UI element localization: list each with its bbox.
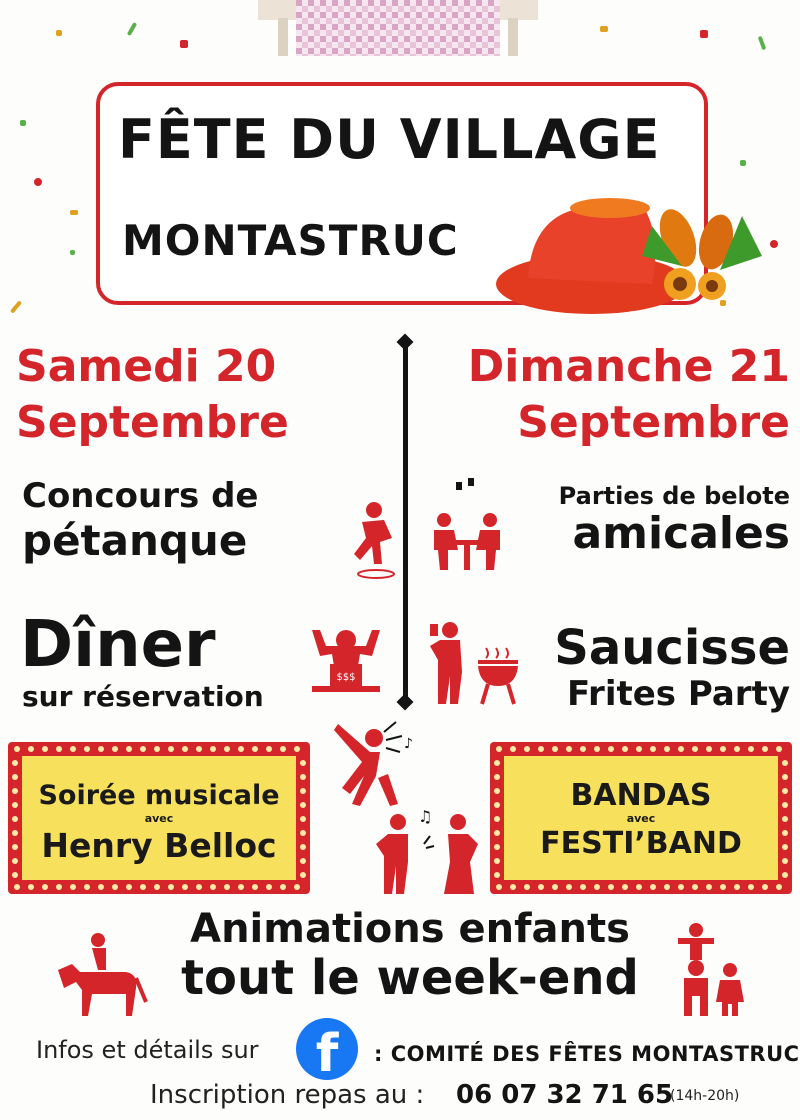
kids-line1: Animations enfants — [190, 906, 630, 952]
marquee-bulb — [294, 746, 300, 752]
marquee-bulb — [12, 844, 18, 850]
marquee-bulb — [112, 746, 118, 752]
village-name: MONTASTRUC — [122, 216, 459, 265]
marquee-bulb — [12, 802, 18, 808]
marquee-bulb — [300, 872, 306, 878]
marquee-bulb — [580, 746, 586, 752]
marquee-bulb — [140, 746, 146, 752]
marquee-bulb — [12, 830, 18, 836]
confetti — [20, 120, 26, 126]
marquee-bulb — [496, 884, 502, 890]
marquee-bulb — [494, 802, 500, 808]
marquee-bulb — [12, 858, 18, 864]
marquee-bulb — [14, 746, 20, 752]
marquee-bulb — [300, 788, 306, 794]
sunday-date: Dimanche 21 — [467, 341, 790, 392]
marquee-bulb — [594, 884, 600, 890]
marquee-bulb — [494, 788, 500, 794]
marquee-bulb — [494, 760, 500, 766]
confetti — [34, 178, 42, 186]
svg-text:$$$: $$$ — [336, 672, 356, 683]
marquee-bulb — [496, 746, 502, 752]
marquee-bulb — [776, 884, 782, 890]
divider-top — [397, 334, 414, 351]
marquee-bulb — [12, 872, 18, 878]
marquee-bulb — [168, 884, 174, 890]
marquee-bulb — [782, 788, 788, 794]
kids-line2: tout le week-end — [181, 950, 639, 1006]
confetti — [56, 30, 62, 36]
saturday-evening-artist: Henry Belloc — [41, 826, 277, 865]
kids-play-icon — [674, 920, 750, 1020]
drinker-icon — [418, 620, 478, 706]
marquee-bulb — [300, 760, 306, 766]
belote-players-icon — [424, 474, 510, 574]
marquee-bulb — [140, 884, 146, 890]
marquee-bulb — [664, 746, 670, 752]
beret-icon — [492, 186, 782, 326]
marquee-bulb — [650, 884, 656, 890]
saturday-evening-sign — [8, 742, 310, 894]
dinner-icon — [306, 620, 386, 706]
marquee-bulb — [42, 884, 48, 890]
marquee-bulb — [182, 746, 188, 752]
marquee-bulb — [300, 830, 306, 836]
marquee-bulb — [524, 746, 530, 752]
sunday-evening-title: BANDAS — [570, 778, 712, 813]
marquee-bulb — [782, 774, 788, 780]
sunday-evening-with: avec — [626, 812, 656, 825]
saucisse-subtitle: Frites Party — [567, 674, 790, 714]
marquee-bulb — [252, 884, 258, 890]
marquee-bulb — [224, 746, 230, 752]
marquee-bulb — [782, 816, 788, 822]
marquee-bulb — [692, 746, 698, 752]
marquee-bulb — [782, 844, 788, 850]
saucisse-title: Saucisse — [554, 620, 790, 676]
saturday-month: Septembre — [16, 397, 289, 448]
info-label: Infos et détails sur — [36, 1036, 259, 1064]
marquee-bulb — [300, 816, 306, 822]
marquee-bulb — [538, 746, 544, 752]
marquee-bulb — [252, 746, 258, 752]
marquee-bulb — [154, 884, 160, 890]
marquee-bulb — [650, 746, 656, 752]
tablecloth-icon — [248, 0, 548, 58]
marquee-bulb — [238, 746, 244, 752]
marquee-bulb — [280, 746, 286, 752]
petanque-player-icon — [340, 498, 410, 582]
marquee-bulb — [678, 746, 684, 752]
marquee-bulb — [300, 858, 306, 864]
saturday-evening-title: Soirée musicale — [38, 780, 280, 811]
petanque-line2: pétanque — [22, 516, 248, 565]
marquee-bulb — [494, 774, 500, 780]
marquee-bulb — [782, 858, 788, 864]
svg-text:♫: ♫ — [418, 807, 433, 826]
marquee-bulb — [720, 746, 726, 752]
marquee-bulb — [168, 746, 174, 752]
marquee-bulb — [12, 774, 18, 780]
marquee-bulb — [14, 884, 20, 890]
phone-hours: (14h-20h) — [670, 1088, 740, 1104]
marquee-bulb — [608, 746, 614, 752]
barbecue-icon — [474, 646, 522, 706]
marquee-bulb — [636, 884, 642, 890]
marquee-bulb — [706, 884, 712, 890]
marquee-bulb — [782, 760, 788, 766]
marquee-bulb — [70, 884, 76, 890]
marquee-bulb — [594, 746, 600, 752]
confetti — [180, 40, 188, 48]
marquee-bulb — [494, 858, 500, 864]
marquee-bulb — [494, 844, 500, 850]
event-title: FÊTE DU VILLAGE — [118, 108, 661, 171]
marquee-bulb — [126, 746, 132, 752]
marquee-bulb — [70, 746, 76, 752]
singer-icon — [330, 712, 422, 812]
marquee-bulb — [56, 746, 62, 752]
confetti — [700, 30, 708, 38]
confetti — [740, 160, 746, 166]
dancers-icon — [374, 806, 484, 898]
petanque-line1: Concours de — [22, 476, 259, 516]
marquee-bulb — [182, 884, 188, 890]
saturday-date: Samedi 20 — [16, 341, 277, 392]
marquee-bulb — [748, 746, 754, 752]
marquee-bulb — [84, 884, 90, 890]
confetti — [600, 26, 608, 32]
saturday-evening-with: avec — [144, 812, 174, 825]
marquee-bulb — [524, 884, 530, 890]
marquee-bulb — [224, 884, 230, 890]
confetti — [70, 250, 75, 255]
marquee-bulb — [552, 884, 558, 890]
sunday-evening-artist: FESTI’BAND — [540, 826, 742, 861]
phone-label: Inscription repas au : — [150, 1080, 425, 1110]
marquee-bulb — [494, 872, 500, 878]
marquee-bulb — [678, 884, 684, 890]
marquee-bulb — [28, 884, 34, 890]
marquee-bulb — [98, 746, 104, 752]
confetti — [10, 300, 22, 313]
marquee-bulb — [734, 746, 740, 752]
dinner-title: Dîner — [20, 608, 216, 682]
divider-bottom — [397, 694, 414, 711]
confetti — [758, 36, 767, 51]
marquee-bulb — [196, 746, 202, 752]
marquee-bulb — [42, 746, 48, 752]
marquee-bulb — [280, 884, 286, 890]
marquee-bulb — [762, 884, 768, 890]
marquee-bulb — [238, 884, 244, 890]
marquee-bulb — [762, 746, 768, 752]
marquee-bulb — [748, 884, 754, 890]
marquee-bulb — [720, 884, 726, 890]
marquee-bulb — [266, 746, 272, 752]
marquee-bulb — [210, 884, 216, 890]
marquee-bulb — [56, 884, 62, 890]
horse-rider-icon — [52, 930, 148, 1020]
marquee-bulb — [782, 872, 788, 878]
marquee-bulb — [782, 830, 788, 836]
marquee-bulb — [734, 884, 740, 890]
marquee-bulb — [98, 884, 104, 890]
marquee-bulb — [566, 746, 572, 752]
marquee-bulb — [300, 774, 306, 780]
phone-number[interactable]: 06 07 32 71 65 — [456, 1080, 674, 1110]
marquee-bulb — [12, 760, 18, 766]
marquee-bulb — [580, 884, 586, 890]
marquee-bulb — [566, 884, 572, 890]
marquee-bulb — [494, 830, 500, 836]
belote-line1: Parties de belote — [558, 482, 790, 510]
marquee-bulb — [294, 884, 300, 890]
marquee-bulb — [84, 746, 90, 752]
marquee-bulb — [494, 816, 500, 822]
confetti — [127, 22, 137, 36]
marquee-bulb — [300, 802, 306, 808]
marquee-bulb — [126, 884, 132, 890]
facebook-page-link[interactable]: : COMITÉ DES FÊTES MONTASTRUC — [374, 1042, 800, 1066]
marquee-bulb — [510, 746, 516, 752]
marquee-bulb — [636, 746, 642, 752]
marquee-bulb — [112, 884, 118, 890]
marquee-bulb — [266, 884, 272, 890]
marquee-bulb — [782, 802, 788, 808]
marquee-bulb — [706, 746, 712, 752]
marquee-bulb — [622, 884, 628, 890]
svg-text:♪: ♪ — [404, 736, 413, 752]
marquee-bulb — [12, 816, 18, 822]
marquee-bulb — [622, 746, 628, 752]
marquee-bulb — [776, 746, 782, 752]
confetti — [70, 210, 78, 215]
marquee-bulb — [12, 788, 18, 794]
sunday-evening-sign — [490, 742, 792, 894]
marquee-bulb — [664, 884, 670, 890]
marquee-bulb — [552, 746, 558, 752]
marquee-bulb — [210, 746, 216, 752]
marquee-bulb — [538, 884, 544, 890]
belote-line2: amicales — [572, 508, 790, 559]
marquee-bulb — [196, 884, 202, 890]
marquee-bulb — [28, 746, 34, 752]
marquee-bulb — [300, 844, 306, 850]
marquee-bulb — [608, 884, 614, 890]
facebook-icon[interactable]: f — [296, 1018, 358, 1080]
sunday-month: Septembre — [517, 397, 790, 448]
marquee-bulb — [510, 884, 516, 890]
marquee-bulb — [692, 884, 698, 890]
marquee-bulb — [154, 746, 160, 752]
dinner-subtitle: sur réservation — [22, 680, 264, 713]
